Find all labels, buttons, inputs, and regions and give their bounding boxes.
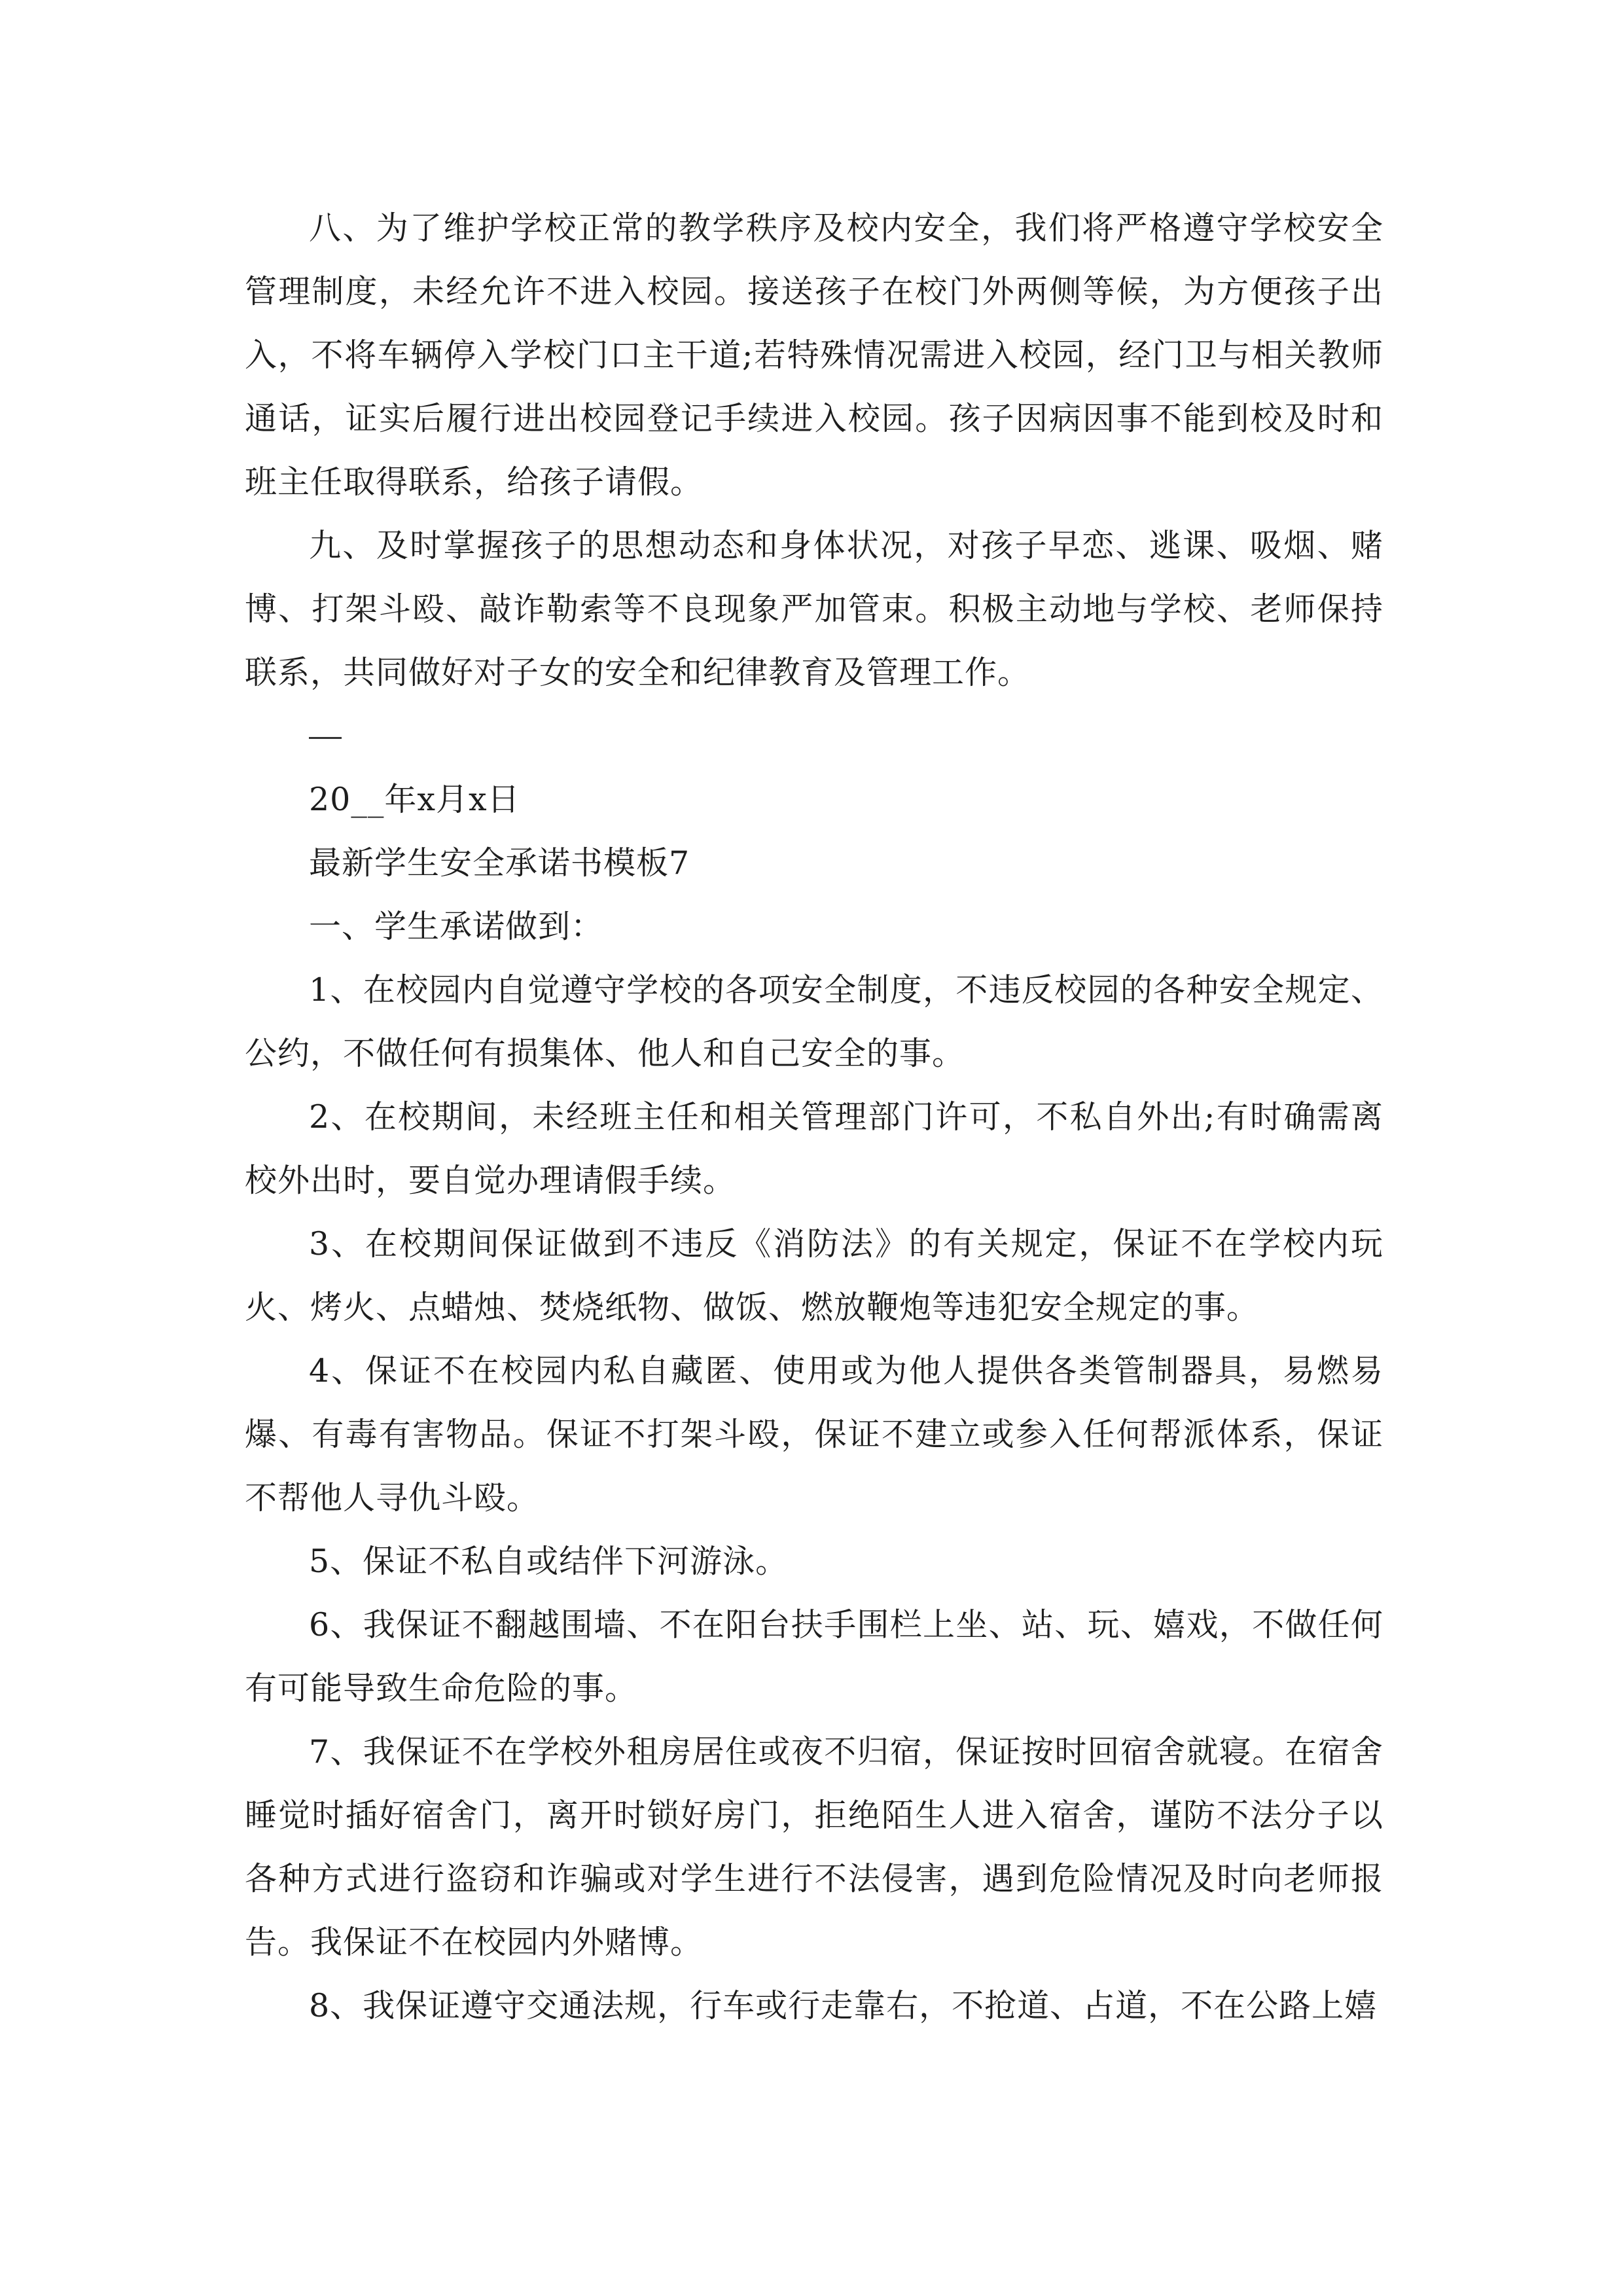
section-title: 最新学生安全承诺书模板7 — [309, 844, 690, 882]
paragraph-nine: 九、及时掌握孩子的思想动态和身体状况，对孩子早恋、逃课、吸烟、赌博、打架斗殴、敲诈勒索等不良现象严加管束。积极主动地与学校、老师保持联系，共同做好对子女的安全和纪律教育及管理工作。 — [245, 527, 1383, 691]
list-item: 5、保证不私自或结伴下河游泳。 — [309, 1543, 789, 1580]
list-item: 2、在校期间，未经班主任和相关管理部门许可，不私自外出;有时确需离校外出时，要自觉办理请假手续。 — [245, 1098, 1383, 1199]
dash-line — [309, 737, 342, 739]
list-item: 7、我保证不在学校外租房居住或夜不归宿，保证按时回宿舍就寝。在宿舍睡觉时插好宿舍门，离开时锁好房门，拒绝陌生人进入宿舍，谨防不法分子以各种方式进行盗窃和诈骗或对学生进行不法侵害，遇到危险情况及时向老师报告。我保证不在校园内外赌博。 — [245, 1733, 1383, 1961]
date-line: 20__年x月x日 — [309, 781, 520, 818]
paragraph-eight: 八、为了维护学校正常的教学秩序及校内安全，我们将严格遵守学校安全管理制度，未经允许不进入校园。接送孩子在校门外两侧等候，为方便孩子出入，不将车辆停入学校门口主干道;若特殊情况需进入校园，经门卫与相关教师通话，证实后履行进出校园登记手续进入校园。孩子因病因事不能到校及时和班主任取得联系，给孩子请假。 — [245, 209, 1383, 501]
list-item: 3、在校期间保证做到不违反《消防法》的有关规定，保证不在学校内玩火、烤火、点蜡烛、焚烧纸物、做饭、燃放鞭炮等违犯安全规定的事。 — [245, 1225, 1383, 1326]
document-body — [245, 196, 1383, 2037]
list-item: 4、保证不在校园内私自藏匿、使用或为他人提供各类管制器具，易燃易爆、有毒有害物品。保证不打架斗殴，保证不建立或参入任何帮派体系，保证不帮他人寻仇斗殴。 — [245, 1352, 1383, 1516]
signature-dash — [245, 704, 1383, 768]
section-heading: 一、学生承诺做到： — [309, 908, 604, 945]
list-item: 6、我保证不翻越围墙、不在阳台扶手围栏上坐、站、玩、嬉戏，不做任何有可能导致生命危险的事。 — [245, 1606, 1383, 1707]
list-item: 8、我保证遵守交通法规，行车或行走靠右，不抢道、占道，不在公路上嬉 — [309, 1987, 1378, 2024]
list-item: 1、在校园内自觉遵守学校的各项安全制度，不违反校园的各种安全规定、公约，不做任何有损集体、他人和自己安全的事。 — [245, 971, 1383, 1072]
